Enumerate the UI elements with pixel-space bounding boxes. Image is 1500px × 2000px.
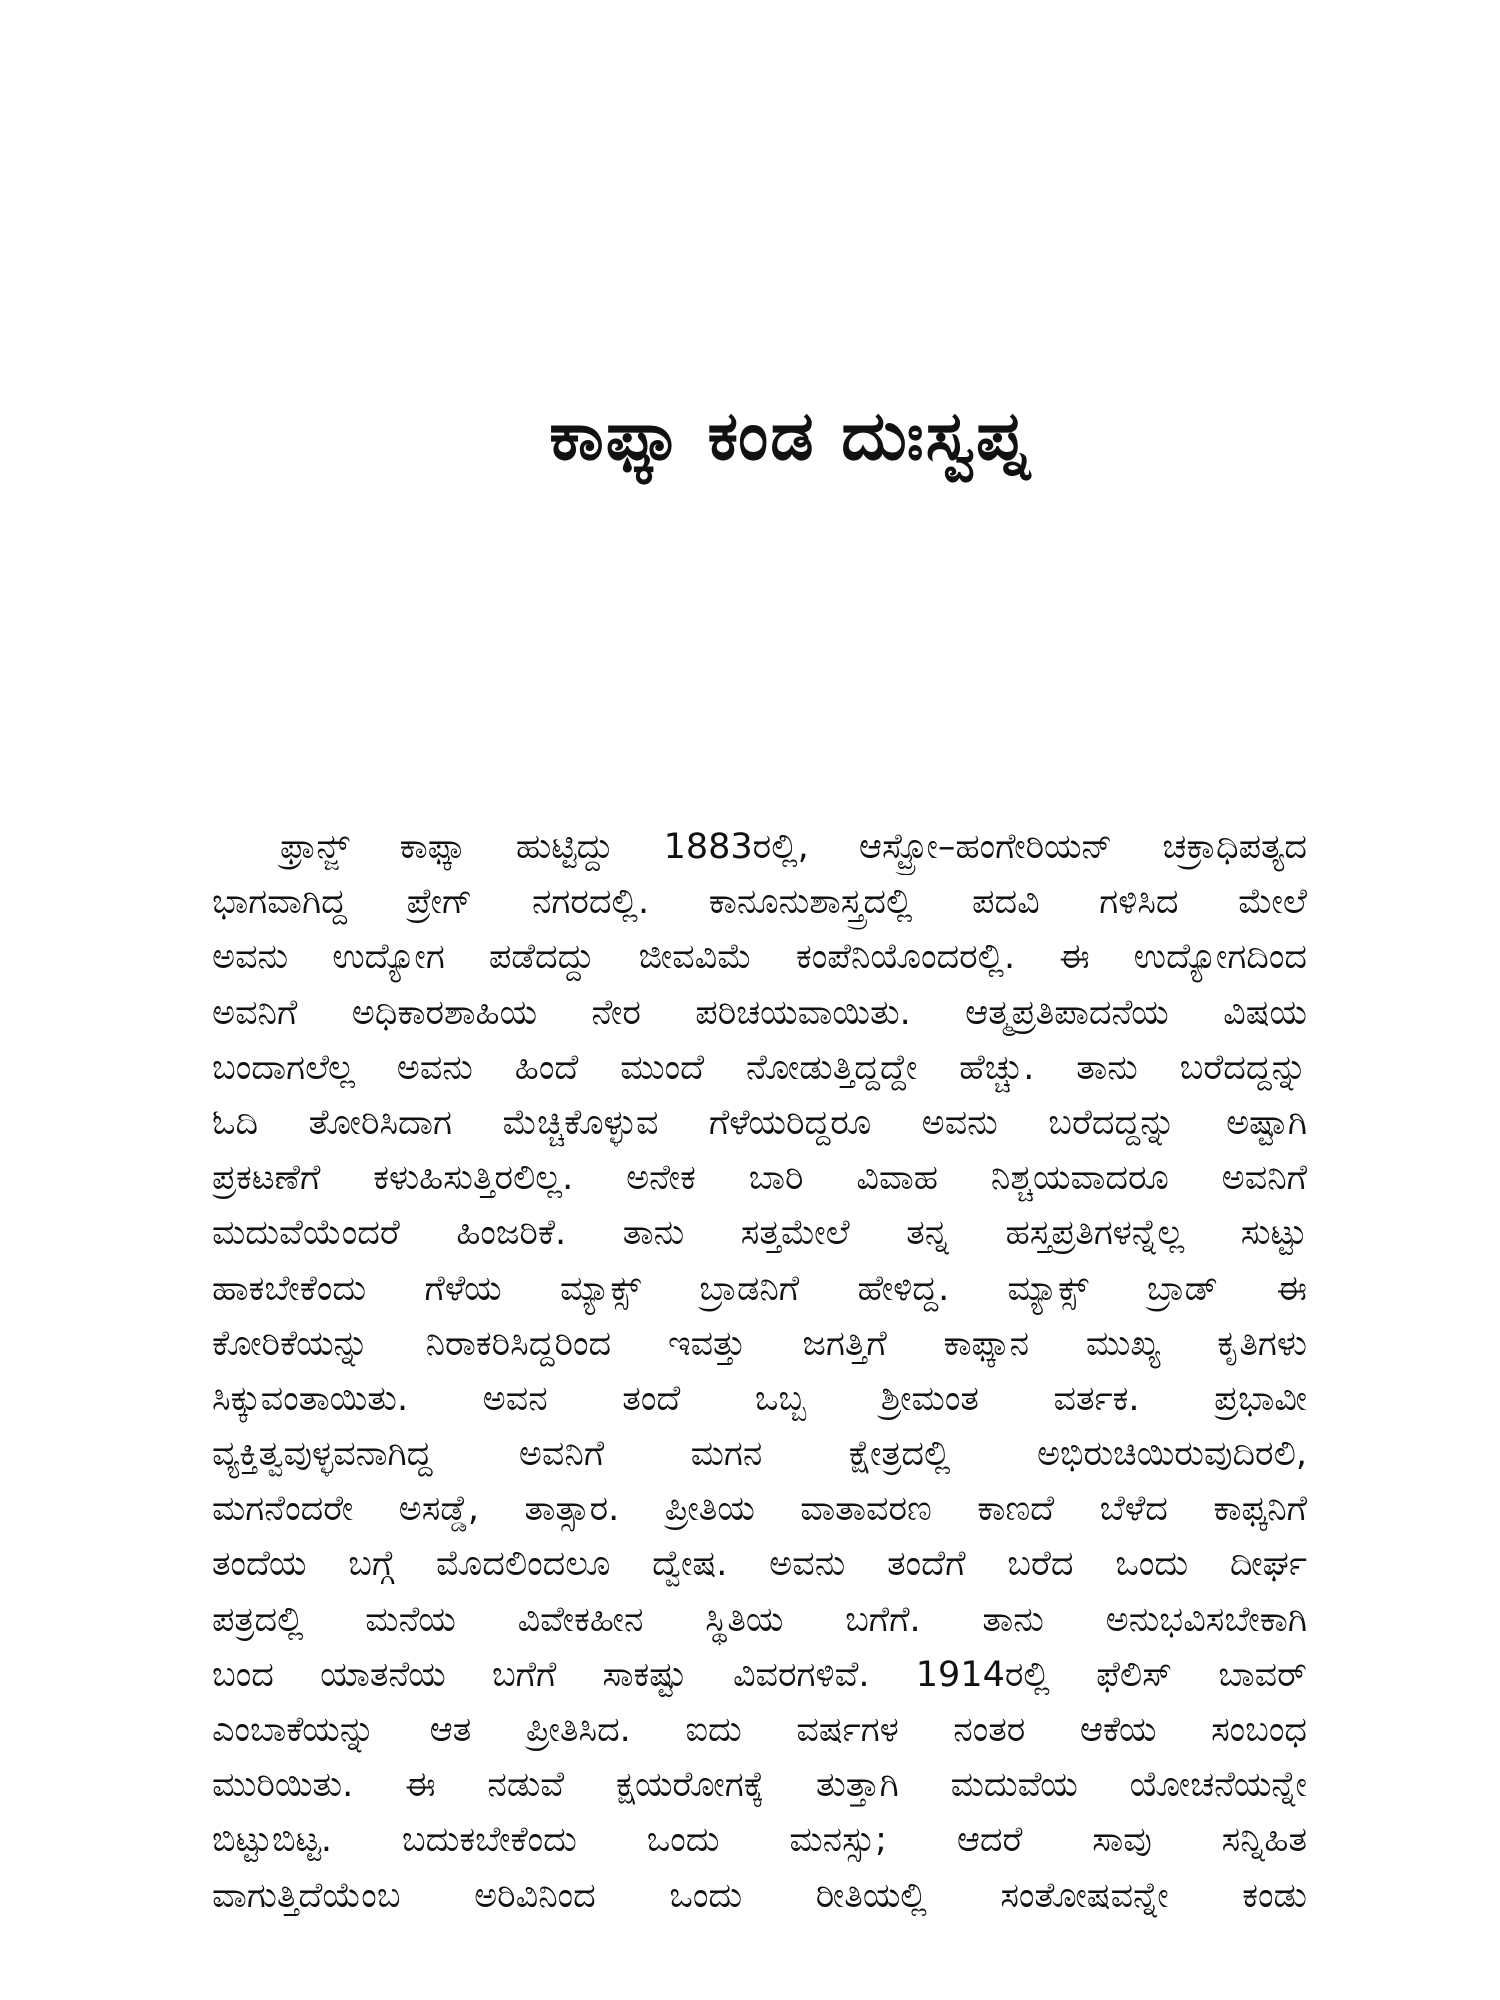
text-line: ಮಗನೆಂದರೇ ಅಸಡ್ಡೆ, ತಾತ್ಸಾರ. ಪ್ರೀತಿಯ ವಾತಾವರಣ ಕಾಣದೆ ಬೆಳೆದ ಕಾಫ್ಕನಿಗೆ: [212, 1489, 1307, 1530]
text-line: ಓದಿ ತೋರಿಸಿದಾಗ ಮೆಚ್ಚಿಕೊಳ್ಳುವ ಗೆಳೆಯರಿದ್ದರೂ ಅವನು ಬರೆದದ್ದನ್ನು ಅಷ್ಟಾಗಿ: [212, 1102, 1307, 1143]
text-line: ವಾಗುತ್ತಿದೆಯೆಂಬ ಅರಿವಿನಿಂದ ಒಂದು ರೀತಿಯಲ್ಲಿ ಸಂತೋಷವನ್ನೇ ಕಂಡು: [212, 1875, 1307, 1916]
text-line: ಮದುವೆಯೆಂದರೆ ಹಿಂಜರಿಕೆ. ತಾನು ಸತ್ತಮೇಲೆ ತನ್ನ ಹಸ್ತಪ್ರತಿಗಳನ್ನೆಲ್ಲ ಸುಟ್ಟು: [212, 1213, 1307, 1254]
text-line: ಬಿಟ್ಟುಬಿಟ್ಟ. ಬದುಕಬೇಕೆಂದು ಒಂದು ಮನಸ್ಸು; ಆದರೆ ಸಾವು ಸನ್ನಿಹಿತ: [212, 1820, 1307, 1861]
text-line: ಪ್ರಕಟಣೆಗೆ ಕಳುಹಿಸುತ್ತಿರಲಿಲ್ಲ. ಅನೇಕ ಬಾರಿ ವಿವಾಹ ನಿಶ್ಚಯವಾದರೂ ಅವನಿಗೆ: [212, 1158, 1307, 1199]
text-line: ಭಾಗವಾಗಿದ್ದ ಪ್ರೇಗ್ ನಗರದಲ್ಲಿ. ಕಾನೂನುಶಾಸ್ತ್ರದಲ್ಲಿ ಪದವಿ ಗಳಿಸಿದ ಮೇಲೆ: [212, 882, 1307, 923]
text-line: ಎಂಬಾಕೆಯನ್ನು ಆತ ಪ್ರೀತಿಸಿದ. ಐದು ವರ್ಷಗಳ ನಂತರ ಆಕೆಯ ಸಂಬಂಧ: [212, 1710, 1307, 1750]
chapter-title: ಕಾಫ್ಕಾ ಕಂಡ ದುಃಸ್ವಪ್ನ: [549, 397, 1031, 476]
text-line: ಸಿಕ್ಕುವಂತಾಯಿತು. ಅವನ ತಂದೆ ಒಬ್ಬ ಶ್ರೀಮಂತ ವರ್ತಕ. ಪ್ರಭಾವೀ: [212, 1378, 1307, 1419]
text-line: ತಂದೆಯ ಬಗ್ಗೆ ಮೊದಲಿಂದಲೂ ದ್ವೇಷ. ಅವನು ತಂದೆಗೆ ಬರೆದ ಒಂದು ದೀರ್ಘ: [212, 1544, 1307, 1585]
body-paragraph: [212, 820, 1307, 1924]
text-line: ಬಂದಾಗಲೆಲ್ಲ ಅವನು ಹಿಂದೆ ಮುಂದೆ ನೋಡುತ್ತಿದ್ದದ್ದೇ ಹೆಚ್ಚು. ತಾನು ಬರೆದದ್ದನ್ನು: [212, 1047, 1307, 1088]
text-line: ಅವನಿಗೆ ಅಧಿಕಾರಶಾಹಿಯ ನೇರ ಪರಿಚಯವಾಯಿತು. ಆತ್ಮಪ್ರತಿಪಾದನೆಯ ವಿಷಯ: [212, 992, 1307, 1033]
text-line: ಕೋರಿಕೆಯನ್ನು ನಿರಾಕರಿಸಿದ್ದರಿಂದ ಇವತ್ತು ಜಗತ್ತಿಗೆ ಕಾಫ್ಕಾನ ಮುಖ್ಯ ಕೃತಿಗಳು: [212, 1323, 1307, 1364]
text-line: ಅವನು ಉದ್ಯೋಗ ಪಡೆದದ್ದು ಜೀವವಿಮೆ ಕಂಪೆನಿಯೊಂದರಲ್ಲಿ. ಈ ಉದ್ಯೋಗದಿಂದ: [212, 937, 1307, 978]
text-line: ಫ್ರಾನ್ಜ್ ಕಾಫ್ಕಾ ಹುಟ್ಟಿದ್ದು 1883ರಲ್ಲಿ, ಆಸ್ಟ್ರೋ–ಹಂಗೇರಿಯನ್ ಚಕ್ರಾಧಿಪತ್ಯದ: [280, 827, 1307, 867]
text-line: ವ್ಯಕ್ತಿತ್ವವುಳ್ಳವನಾಗಿದ್ದ ಅವನಿಗೆ ಮಗನ ಕ್ಷೇತ್ರದಲ್ಲಿ ಅಭಿರುಚಿಯಿರುವುದಿರಲಿ,: [212, 1434, 1307, 1475]
text-line: ಹಾಕಬೇಕೆಂದು ಗೆಳೆಯ ಮ್ಯಾಕ್ಸ್ ಬ್ರಾಡನಿಗೆ ಹೇಳಿದ್ದ. ಮ್ಯಾಕ್ಸ್ ಬ್ರಾಡ್ ಈ: [212, 1268, 1307, 1309]
text-line: ಪತ್ರದಲ್ಲಿ ಮನೆಯ ವಿವೇಕಹೀನ ಸ್ಥಿತಿಯ ಬಗೆಗೆ. ತಾನು ಅನುಭವಿಸಬೇಕಾಗಿ: [212, 1599, 1307, 1640]
text-line: ಮುರಿಯಿತು. ಈ ನಡುವೆ ಕ್ಷಯರೋಗಕ್ಕೆ ತುತ್ತಾಗಿ ಮದುವೆಯ ಯೋಚನೆಯನ್ನೇ: [212, 1765, 1307, 1806]
text-line: ಬಂದ ಯಾತನೆಯ ಬಗೆಗೆ ಸಾಕಷ್ಟು ವಿವರಗಳಿವೆ. 1914ರಲ್ಲಿ ಫೆಲಿಸ್ ಬಾವರ್: [212, 1654, 1307, 1695]
